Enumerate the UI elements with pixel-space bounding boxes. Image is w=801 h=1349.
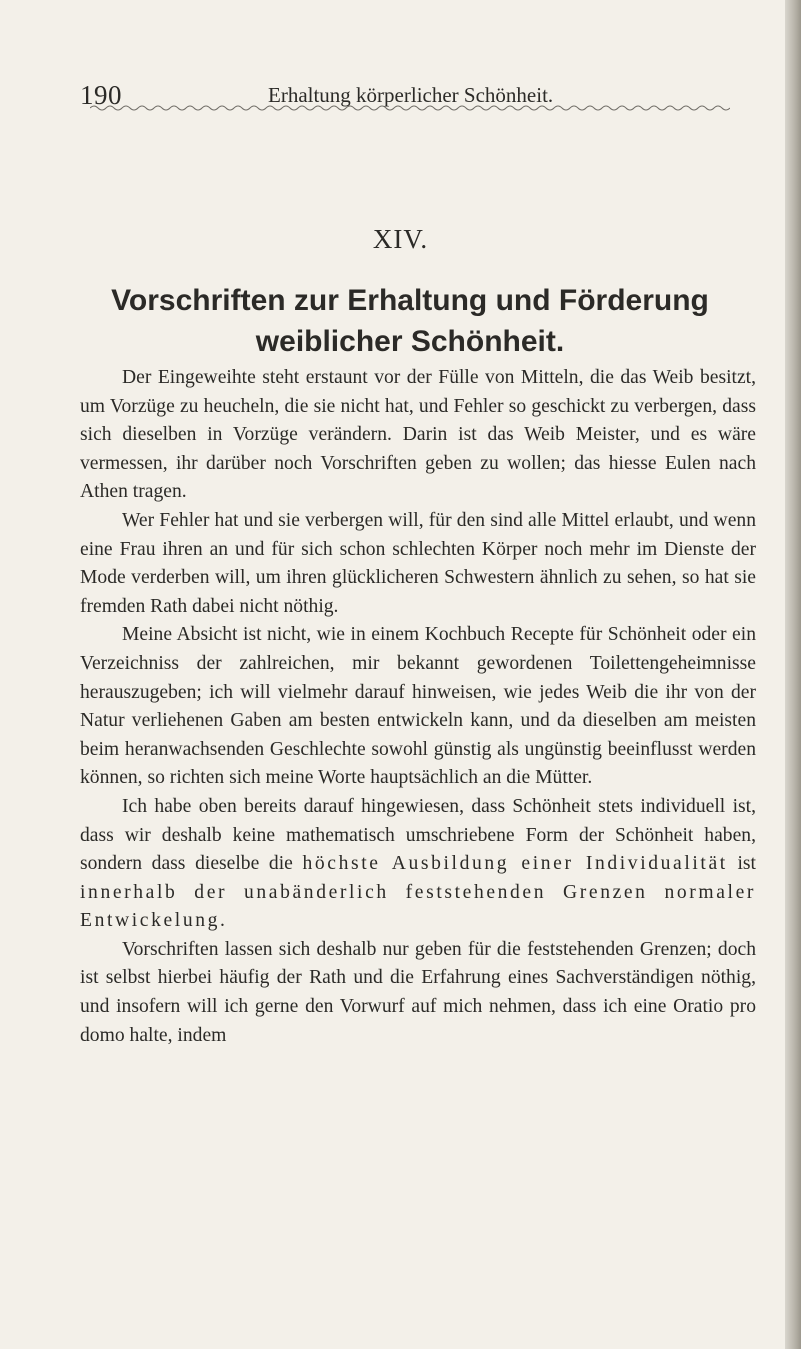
paragraph: Meine Absicht ist nicht, wie in einem Kochbuch Recepte für Schönheit oder ein Verzeichniss der zahlreichen, mir bekannt gewordenen Toilettengeheimnisse herauszugeben; ich will vielmehr darauf hinweisen, wie jedes Weib die ihr von der Natur verliehenen Gaben am besten entwickeln kann, und da dieselben am meisten beim heranwachsenden Geschlechte sowohl günstig als ungünstig beeinflusst werden können, so richten sich meine Worte hauptsächlich an die Mütter. bbox=[80, 624, 756, 789]
emphasized-text: innerhalb der unabänderlich feststehenden Grenzen normaler Entwickelung bbox=[80, 881, 756, 932]
chapter-title-line-1: Vorschriften zur Erhaltung und Förderung bbox=[111, 284, 709, 317]
paragraph bbox=[80, 793, 756, 936]
paragraph-text: ist bbox=[727, 853, 756, 875]
chapter-number: XIV. bbox=[372, 224, 429, 254]
page-number: 190 bbox=[80, 80, 122, 110]
page-edge-shadow bbox=[785, 0, 801, 1349]
paragraph: Vorschriften lassen sich deshalb nur geben für die feststehenden Grenzen; doch ist selbst hierbei häufig der Rath und die Erfahrung eines Sachverständigen nöthig, und insofern will ich gerne den Vorwurf auf mich nehmen, dass ich eine Oratio pro domo halte, indem bbox=[80, 938, 756, 1046]
paragraph: Der Eingeweihte steht erstaunt vor der Fülle von Mitteln, die das Weib besitzt, um Vorzüge zu heucheln, die sie nicht hat, und Fehler so geschickt zu verbergen, dass sich dieselben in Vorzüge verändern. Darin ist das Weib Meister, und es wäre vermessen, ihr darüber noch Vorschriften geben zu wollen; das hiesse Eulen nach Athen tragen. bbox=[80, 367, 756, 503]
running-title: Erhaltung körperlicher Schönheit. bbox=[268, 83, 554, 107]
paragraph-text: . bbox=[220, 910, 225, 932]
emphasized-text: höchste Ausbildung einer Individualität bbox=[302, 853, 728, 875]
paragraph: Wer Fehler hat und sie verbergen will, für den sind alle Mittel erlaubt, und wenn eine Frau ihren an und für sich schon schlechten Körper noch mehr im Dienste der Mode verderben will, um ihren glücklicheren Schwestern ähnlich zu sehen, so hat sie fremden Rath dabei nicht nöthig. bbox=[80, 509, 756, 617]
paragraph-text: Ich habe oben bereits darauf hingewiesen, dass Schönheit stets individuell ist, dass wir deshalb keine mathematisch umschriebene Form der Schönheit haben, sondern dass dieselbe die bbox=[80, 795, 756, 875]
chapter-title-line-2: weiblicher Schönheit. bbox=[255, 325, 565, 358]
body-text bbox=[80, 364, 756, 1050]
chapter-title bbox=[60, 280, 760, 362]
decorative-wavy-rule bbox=[90, 103, 730, 113]
